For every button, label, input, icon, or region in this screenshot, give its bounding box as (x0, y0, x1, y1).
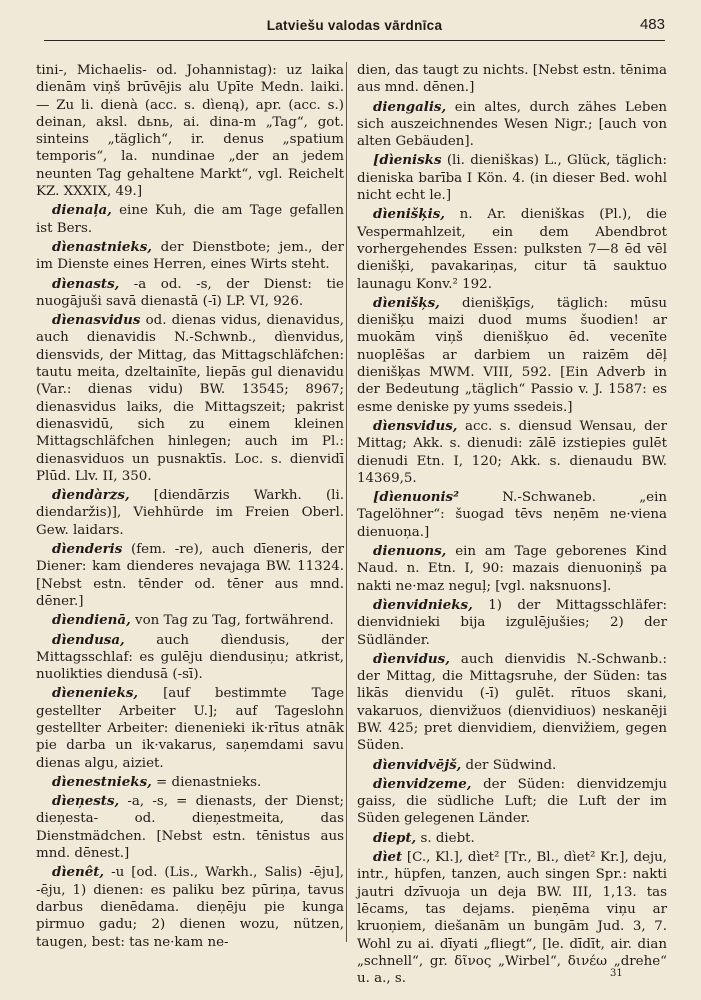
entry-headword: dienaļa, (52, 202, 112, 219)
entry-text: der Süden: dienvidzemju gaiss, die südliche Luft; die Luft der im Süden gelegenen Länder. (357, 776, 667, 827)
entry-headword: dìensvidus, (373, 417, 458, 434)
entry-text: dienišķīgs, täglich: mūsu dienišķu maizi duod mums šuodien! ar muokām viņš dienišķuo ēd. vecenīte nuoplēšas ar darbiem un raizēm dēļ dienišķas MWM. VIII, 592. [Ein Adverb in der Bedeutung „täglich“ Passio v. J. 1587: es esme deniske py yums ssedeis.] (357, 295, 667, 415)
dictionary-entry (357, 543, 667, 595)
dictionary-entry (36, 62, 344, 200)
dictionary-entry (36, 276, 344, 311)
dictionary-entry (357, 295, 667, 416)
entry-text: [C., Kl.], dìet² [Tr., Bl., dìet² Kr.], deju, intr., hüpfen, tanzen, auch singen Spr.: nakti jautri dzīvuoja un deja BW. III, 1,13. tas lēcams, tas dejams. pieņēma viņu ar kruoņiem, diešanām un bungām Jud. 3, 7. Wohl zu ai. dīyati „fliegt“, [le. dīdīt, air. dian „schnell“, gr. δῖνος „Wirbel“, δινέω „drehe“ u. a., s. (357, 850, 667, 987)
dictionary-entry (357, 776, 667, 828)
entry-text: eine Kuh, die am Tage gefallen ist Bers. (36, 203, 344, 236)
entry-headword: dìenvidvējš, (373, 756, 462, 773)
dictionary-entry (357, 651, 667, 755)
entry-headword: dìendienā, (52, 612, 131, 629)
entry-text: -u [od. (Lis., Warkh., Salis) -ēju], -ēju, 1) dienen: es paliku bez pūriņa, tavus darbus dienēdama. dieņēju pie kunga pirmuo gadu; 2) dienen wozu, nützen, taugen, best: tas ne·kam ne- (36, 865, 344, 950)
entry-text: (fem. -re), auch dīeneris, der Diener: kam dienderes nevajaga BW. 11324. [Nebst estn. tēnder od. tēner aus mnd. dēner.] (36, 542, 344, 609)
entry-text: = dienastnieks. (151, 774, 262, 790)
entry-text: tini-, Michaelis- od. Johannistag): uz laika dienām viņš brūvējis alu Upīte Medn. laiki. — Zu li. dienà (acc. s. dìeną), apr. (acc. s.) deinan, aksl. dьnь, ai. dina-m „Tag“, got. sinteins „täglich“, ir. denus „spatium temporis“, la. nundinae „der an jedem neunten Tag gehaltene Markt“, vgl. Reichelt KZ. XXXIX, 49.] (36, 63, 344, 200)
dictionary-entry (357, 849, 667, 987)
dictionary-entry (357, 757, 667, 774)
entry-headword: dìenasvidus (52, 312, 141, 329)
entry-text: der Dienstbote; jem., der im Dienste eines Herren, eines Wirts steht. (36, 239, 344, 273)
dictionary-entry (36, 487, 344, 539)
dictionary-entry (36, 864, 344, 950)
signature-mark: 31 (610, 968, 623, 979)
entry-headword: dìet (373, 849, 403, 866)
dictionary-entry (36, 541, 344, 610)
dictionary-entry (357, 99, 667, 151)
dictionary-entry (357, 830, 667, 847)
entry-headword: diept, (373, 829, 417, 846)
entry-text: auch dienvidis N.-Schwanb.: der Mittag, die Mittagsruhe, der Süden: tas likās dienvidu (-ī) gulēt. rītuos skani, vakaruos, dienvižuos (dienvidiuos) neskanēji BW. 425; pret dienvidiem, dienvižiem, gegen Süden. (357, 651, 667, 754)
dictionary-entry (357, 418, 667, 487)
dictionary-entry (357, 62, 667, 97)
entry-headword: dìenvidnieks, (373, 596, 473, 613)
dictionary-entry (357, 489, 667, 541)
dictionary-entry (36, 793, 344, 862)
entry-headword: [dìenuonis² (373, 489, 459, 506)
entry-headword: dìenvidzeme, (373, 775, 472, 792)
dictionary-entry (357, 206, 667, 292)
dictionary-entry (36, 312, 344, 485)
entry-headword: dìendàrzs, (52, 487, 130, 504)
entry-text: von Tag zu Tag, fortwährend. (130, 613, 334, 629)
entry-headword: dìeņests, (52, 793, 120, 810)
entry-text: 1) der Mittagsschläfer: dienvidnieki bija izgulējušies; 2) der Südländer. (357, 597, 667, 648)
entry-text: (li. dieniškas) L., Glück, täglich: dieniska barība I Kön. 4. (in dieser Bed. wohl nicht echt le.] (357, 153, 667, 204)
entry-text: N.-Schwaneb. „ein Tagelöhner“: šuogad tēvs neņēm ne·viena dienuoņa.] (357, 490, 667, 540)
entry-headword: dìenišķis, (373, 206, 445, 223)
dictionary-entry (36, 612, 344, 629)
entry-text: dien, das taugt zu nichts. [Nebst estn. tēnima aus mnd. dēnen.] (357, 63, 667, 96)
entry-headword: dìenderis (52, 541, 123, 558)
entry-headword: dìenêt, (52, 864, 105, 881)
left-column (36, 62, 344, 953)
entry-headword: dìenišķs, (373, 294, 440, 311)
page-header (44, 14, 665, 41)
dictionary-entry (357, 597, 667, 649)
dictionary-entry (36, 202, 344, 237)
entry-headword: dienuons, (373, 543, 447, 560)
entry-text: od. dienas vidus, dienavidus, auch dienavidis N.-Schwnb., dìenvidus, diensvids, der Mittag, das Mittagschläfchen: tautu meita, dzeltainīte, liepās gul dienavidu (Var.: dienas vidu) BW. 13545; 8967; dienasvidus laiks, die Mittagszeit; pakrist dienasvidū, sich zu einem kleinen Mittagschläfchen hinlegen; auch im Pl.: dienasviduos un pusnaktīs. Loc. s. dienvidī Plūd. Llv. II, 350. (36, 313, 344, 484)
entry-text: ein am Tage geborenes Kind Naud. n. Etn. I, 90: mazais dienuoniņš pa nakti ne·maz neguļ; [vgl. naksnuons]. (357, 544, 667, 594)
dictionary-entry (36, 774, 344, 791)
right-column (357, 62, 667, 989)
entry-text: acc. s. diensud Wensau, der Mittag; Akk. s. dienudi: zālē izstiepies gulēt dienudi Etn. I, 120; Akk. s. dienaudu BW. 14369,5. (357, 418, 667, 486)
dictionary-entry (36, 632, 344, 684)
dictionary-entry (36, 239, 344, 274)
dictionary-entry (357, 152, 667, 204)
entry-text: s. diebt. (416, 830, 475, 846)
entry-text: [auf bestimmte Tage gestellter Arbeiter U.]; auf Tageslohn gestellter Arbeiter: dienenieki ik·rītus atnāk pie darba un ik·vakarus, saņemdami savu dienas algu, aiziet. (36, 686, 344, 771)
dictionary-entry (36, 685, 344, 771)
entry-text: -a, -s, = dienasts, der Dienst; dieņesta- od. dieņestmeita, das Dienstmädchen. [Nebst estn. tēnistus aus mnd. dēnest.] (36, 794, 344, 862)
entry-headword: dìendusa, (52, 631, 125, 648)
entry-text: [diendārzis Warkh. (li. diendaržis)], Viehhürde im Freien Oberl. Gew. laidars. (36, 488, 344, 538)
page-number: 483 (639, 16, 665, 33)
entry-headword: dìenastnieks, (52, 238, 152, 255)
column-divider (346, 62, 347, 942)
running-title: Latviešu valodas vārdnīca (266, 18, 443, 33)
entry-text: n. Ar. dieniškas (Pl.), die Vespermahlzeit, ein dem Abendbrot vorhergehendes Essen: pulksten 7—8 ēd vēl dienišķi, pavakariņas, citur tā sauktuo launagu Konv.² 192. (357, 207, 667, 292)
entry-headword: diengalis, (373, 98, 447, 115)
entry-text: der Südwind. (461, 757, 557, 773)
entry-headword: dìenestnieks, (52, 773, 152, 790)
entry-headword: dìenenieks, (52, 685, 139, 702)
entry-headword: dìenvidus, (373, 650, 450, 667)
entry-headword: dìenasts, (52, 275, 120, 292)
entry-text: auch dìendusis, der Mittagsschlaf: es gulēju diendusiņu; atkrist, nuolikties diendusā (-sī). (36, 632, 344, 683)
entry-headword: [dìenisks (373, 152, 442, 169)
entry-text: -a od. -s, der Dienst: tie nuogājuši savā dienastā (-ī) LP. VI, 926. (36, 276, 344, 309)
entry-text: ein altes, durch zähes Leben sich auszeichnendes Wesen Nigr.; [auch von alten Gebäuden]. (357, 99, 667, 150)
